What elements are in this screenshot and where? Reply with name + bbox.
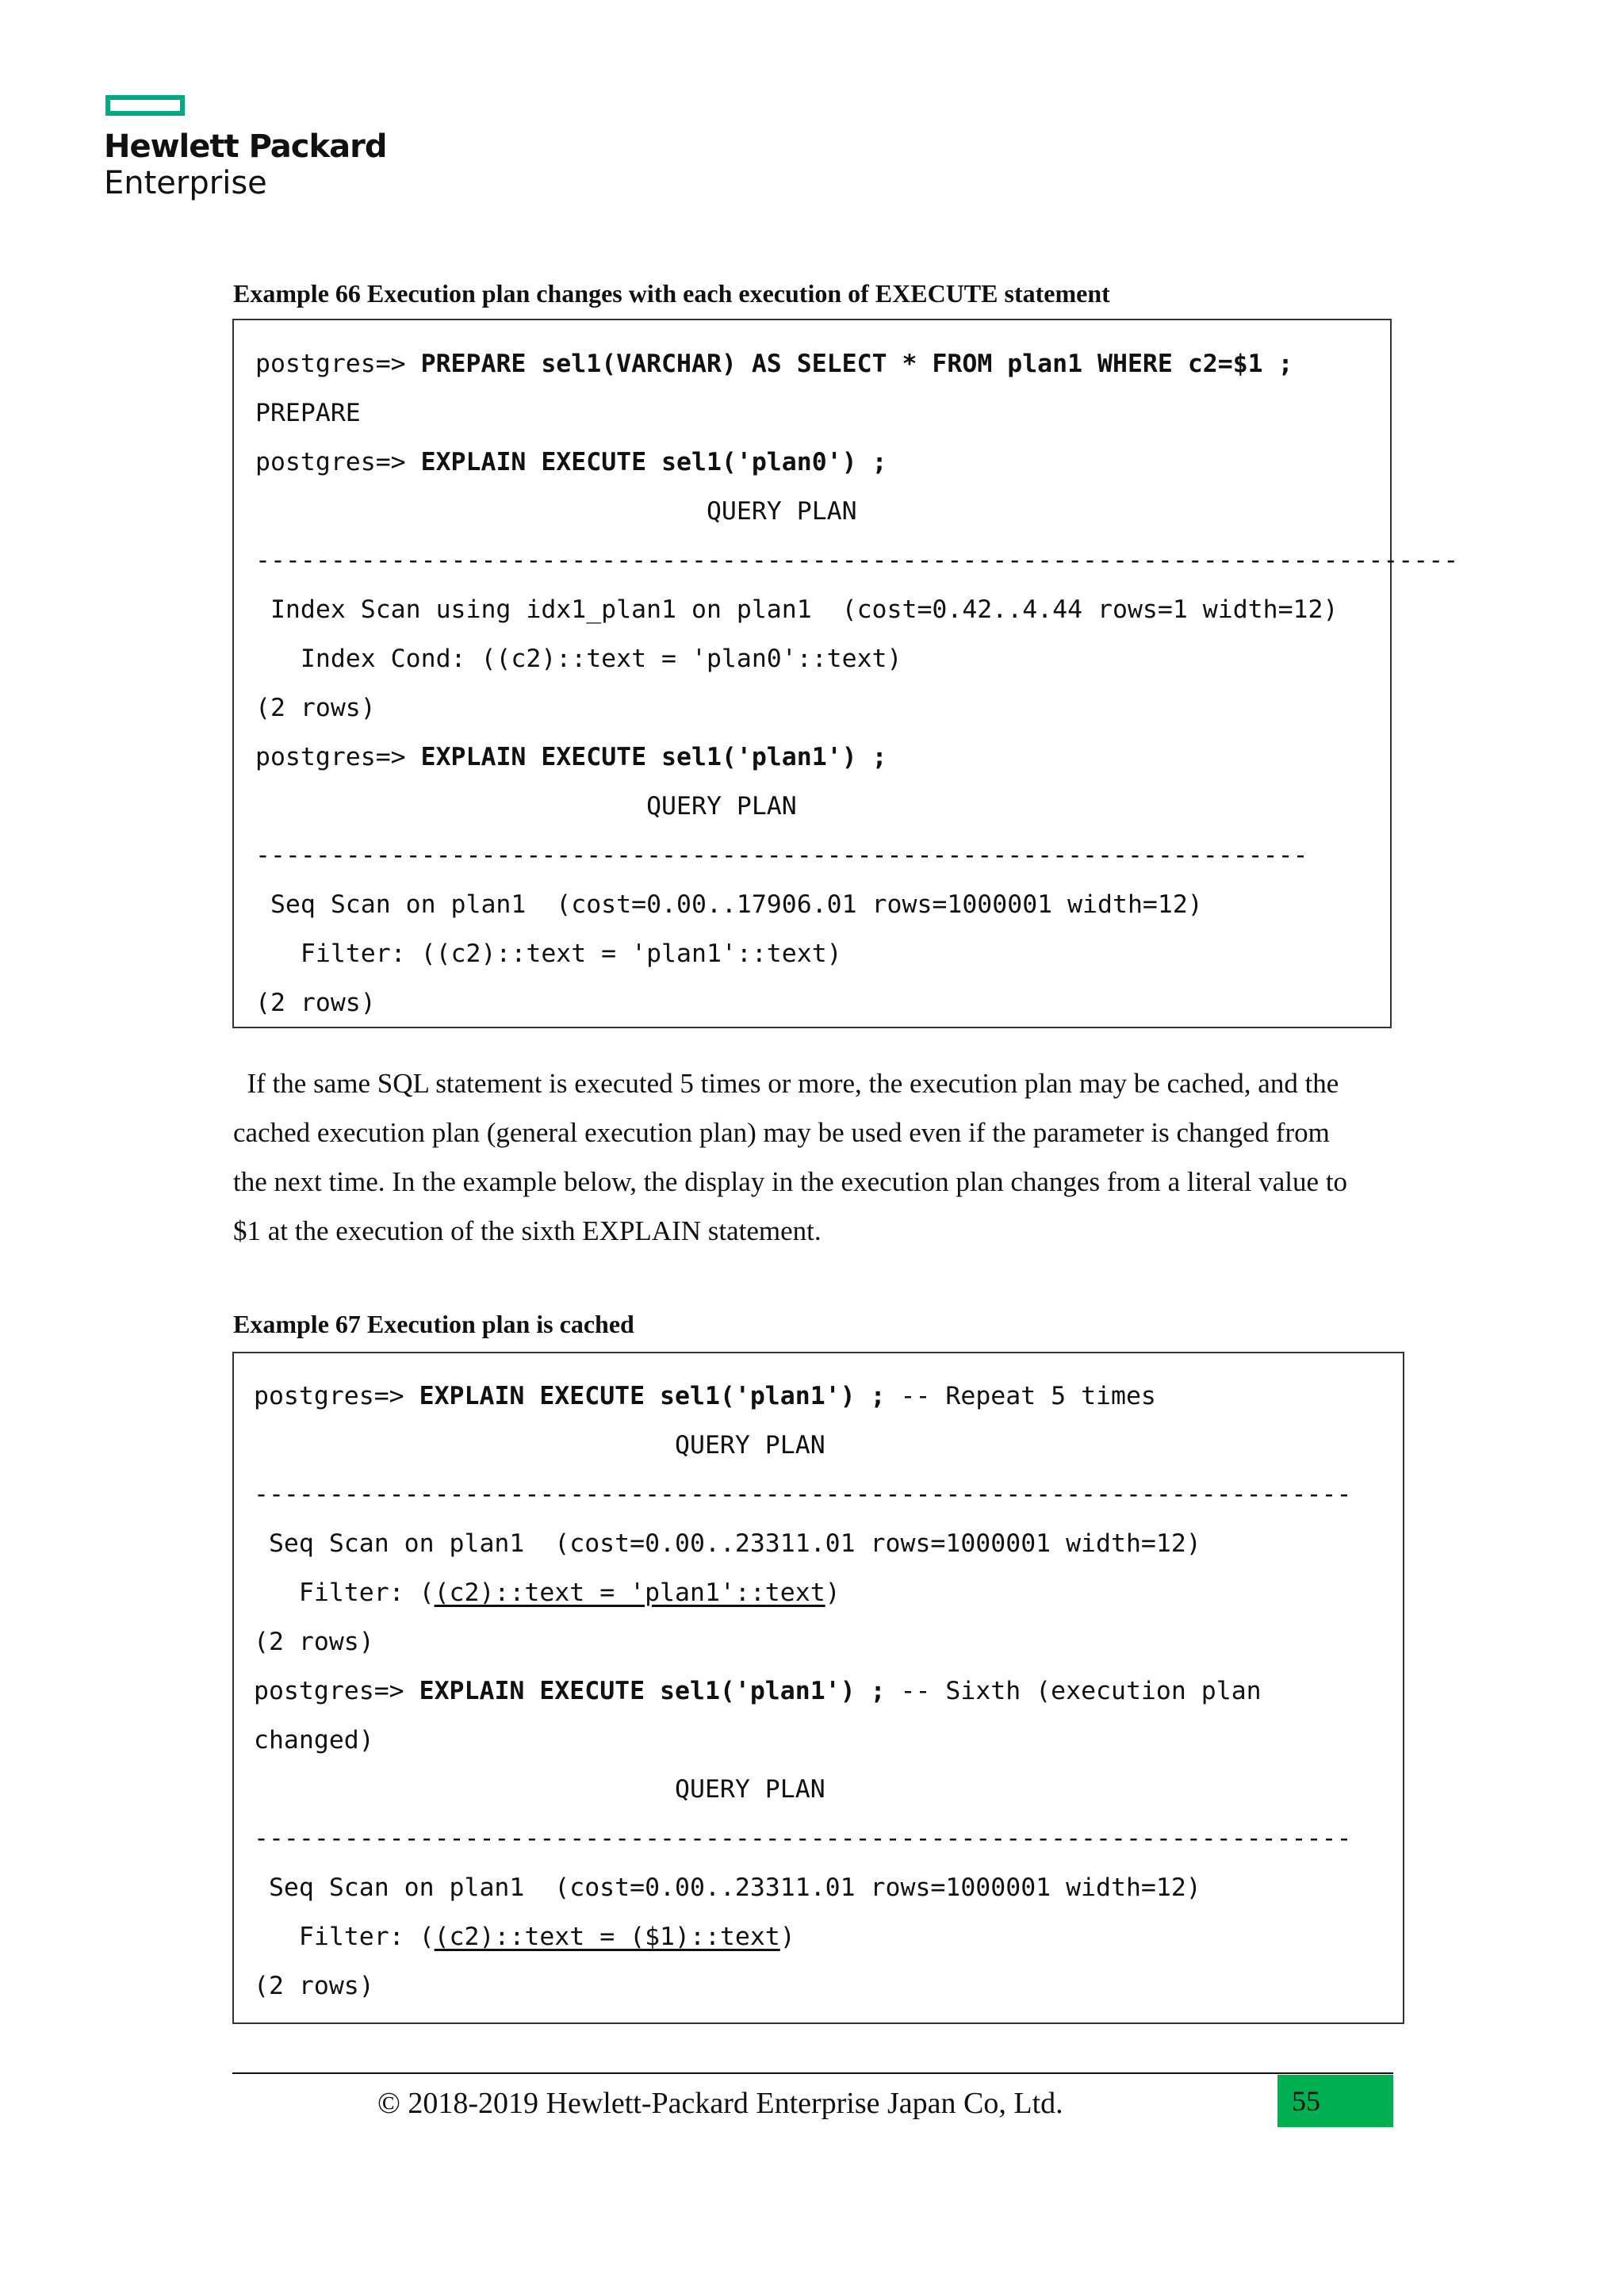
example-66-code-block — [232, 319, 1459, 1028]
paragraph-line: the next time. In the example below, the display in the execution plan changes from a literal value to — [233, 1166, 1348, 1197]
paragraph-line: If the same SQL statement is executed 5 times or more, the execution plan may be cached, and the — [233, 1068, 1339, 1099]
code-segment: EXPLAIN EXECUTE sel1('plan1') ; — [419, 1382, 886, 1410]
code-line — [255, 880, 1390, 929]
code-line — [254, 1617, 1403, 1667]
code-segment: postgres=> — [255, 448, 421, 476]
code-segment: -- Repeat 5 times — [885, 1382, 1156, 1410]
code-segment: ---------------------------------------------------------------------- — [255, 841, 1308, 870]
code-segment: PREPARE — [255, 399, 361, 427]
code-line — [255, 733, 1390, 782]
code-segment: postgres=> — [254, 1382, 419, 1410]
code-segment: (c2)::text = ($1)::text — [434, 1923, 780, 1951]
code-segment: Index Cond: ((c2)::text = 'plan0'::text) — [255, 645, 902, 673]
code-segment: (2 rows) — [255, 989, 376, 1017]
code-line — [255, 782, 1390, 831]
code-line — [254, 1863, 1403, 1912]
example-67-code-block — [232, 1352, 1404, 2024]
code-segment: ------------------------------------------------------------------------- — [254, 1824, 1352, 1853]
code-segment: ------------------------------------------------------------------------- — [254, 1480, 1352, 1509]
example-67-caption: Example 67 Execution plan is cached — [233, 1310, 634, 1338]
code-segment: postgres=> — [255, 743, 421, 771]
code-line — [255, 978, 1390, 1027]
example-66-caption: Example 66 Execution plan changes with each execution of EXECUTE statement — [233, 279, 1110, 308]
code-segment: ) — [779, 1923, 795, 1951]
code-line — [255, 929, 1390, 978]
code-line — [255, 438, 1390, 487]
code-line — [255, 388, 1390, 438]
code-segment: QUERY PLAN — [254, 1431, 825, 1460]
code-line — [255, 339, 1390, 388]
code-segment: EXPLAIN EXECUTE sel1('plan1') ; — [420, 743, 887, 771]
code-segment: QUERY PLAN — [254, 1775, 825, 1804]
code-line — [254, 1667, 1403, 1716]
code-segment: EXPLAIN EXECUTE sel1('plan1') ; — [419, 1677, 886, 1705]
code-segment: ) — [825, 1578, 841, 1607]
body-paragraph — [233, 1059, 1397, 1256]
code-segment: EXPLAIN EXECUTE sel1('plan0') ; — [420, 448, 887, 476]
code-segment: Seq Scan on plan1 (cost=0.00..17906.01 rows=1000001 width=12) — [255, 890, 1203, 919]
code-line — [254, 1814, 1403, 1863]
hpe-logo-text — [104, 128, 386, 201]
paragraph-line: cached execution plan (general execution plan) may be used even if the parameter is changed from — [233, 1117, 1330, 1148]
logo-line-2: Enterprise — [104, 165, 267, 201]
code-segment: (2 rows) — [254, 1628, 374, 1656]
code-line — [254, 1716, 1403, 1765]
code-line — [255, 683, 1390, 733]
code-line — [254, 1519, 1403, 1568]
code-segment: (2 rows) — [255, 694, 376, 722]
code-line — [254, 1421, 1403, 1470]
code-line — [254, 1372, 1403, 1421]
code-segment: QUERY PLAN — [255, 497, 857, 526]
hpe-logo-bar — [105, 95, 185, 116]
code-segment: postgres=> — [255, 350, 421, 378]
code-segment: Filter: ( — [254, 1923, 435, 1951]
footer-divider — [232, 2072, 1393, 2074]
code-line — [254, 1470, 1403, 1519]
code-segment: Seq Scan on plan1 (cost=0.00..23311.01 rows=1000001 width=12) — [254, 1873, 1201, 1902]
paragraph-line: $1 at the execution of the sixth EXPLAIN statement. — [233, 1215, 822, 1246]
code-segment: Index Scan using idx1_plan1 on plan1 (cost=0.42..4.44 rows=1 width=12) — [255, 595, 1339, 624]
code-segment: PREPARE sel1(VARCHAR) AS SELECT * FROM plan1 WHERE c2=$1 ; — [420, 350, 1293, 378]
code-segment: Seq Scan on plan1 (cost=0.00..23311.01 rows=1000001 width=12) — [254, 1529, 1201, 1558]
code-line — [255, 585, 1390, 634]
code-segment: (2 rows) — [254, 1972, 374, 2000]
code-line — [255, 536, 1459, 585]
code-segment: -- Sixth (execution plan — [885, 1677, 1262, 1705]
code-segment: changed) — [254, 1726, 374, 1755]
code-segment: Filter: ((c2)::text = 'plan1'::text) — [255, 939, 842, 968]
code-line — [254, 1912, 1403, 1961]
code-segment: Filter: ( — [254, 1578, 435, 1607]
page-number: 55 — [1277, 2075, 1393, 2127]
code-line — [255, 634, 1390, 683]
code-segment: -------------------------------------------------------------------------------- — [255, 546, 1459, 575]
code-line — [254, 1568, 1403, 1617]
code-line — [254, 1765, 1403, 1814]
logo-line-1: Hewlett Packard — [104, 128, 387, 165]
code-segment: QUERY PLAN — [255, 792, 797, 821]
code-line — [254, 1961, 1403, 2011]
code-segment: (c2)::text = 'plan1'::text — [434, 1578, 825, 1607]
code-segment: postgres=> — [254, 1677, 419, 1705]
code-line — [255, 831, 1390, 880]
footer-copyright: © 2018-2019 Hewlett-Packard Enterprise Japan Co, Ltd. — [377, 2087, 1063, 2120]
code-line — [255, 487, 1390, 536]
